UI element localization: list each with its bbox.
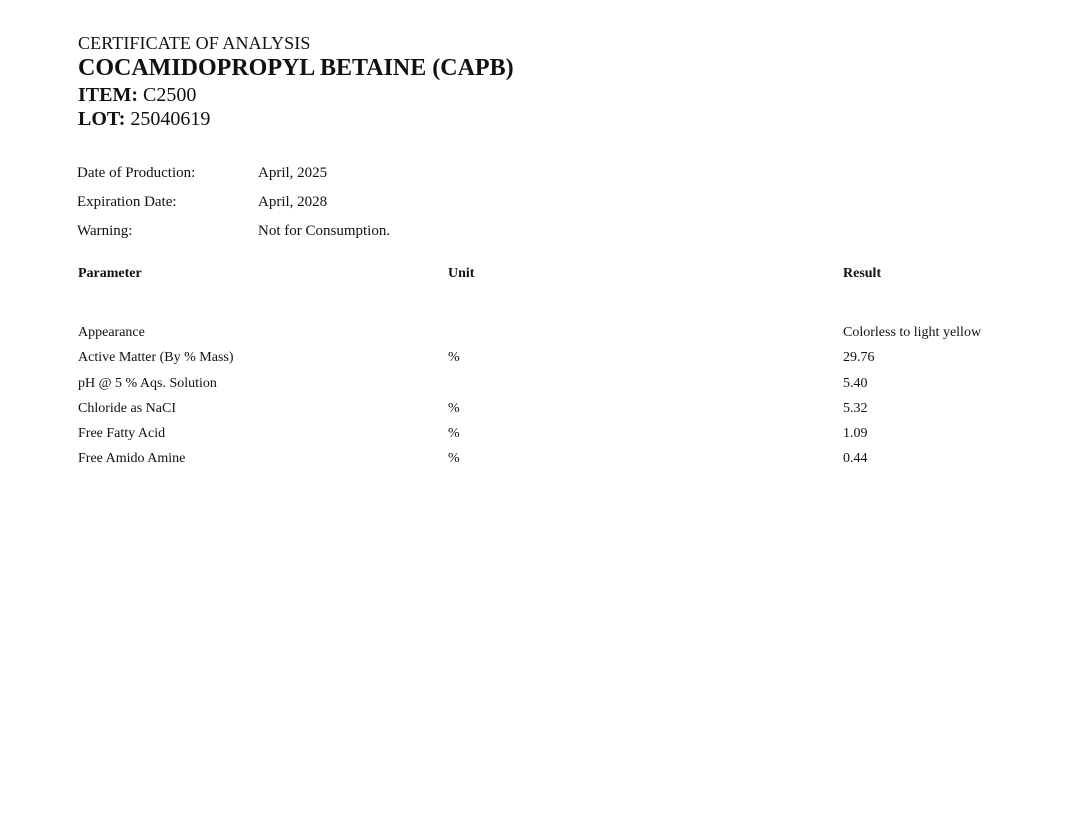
production-date-label: Date of Production: xyxy=(77,165,196,181)
item-line xyxy=(78,84,196,107)
lot-label: LOT: xyxy=(78,108,126,130)
parameter-cell: Chloride as NaCI xyxy=(78,401,176,416)
unit-cell: % xyxy=(448,401,460,416)
parameter-cell: pH @ 5 % Aqs. Solution xyxy=(78,376,217,391)
parameter-cell: Active Matter (By % Mass) xyxy=(78,350,234,365)
result-cell: 5.40 xyxy=(843,376,868,391)
lot-value: 25040619 xyxy=(130,108,211,130)
parameter-cell: Free Fatty Acid xyxy=(78,426,166,441)
unit-cell: % xyxy=(448,350,460,365)
lot-line xyxy=(78,108,210,131)
parameter-column-header: Parameter xyxy=(78,266,142,281)
document-type-heading: CERTIFICATE OF ANALYSIS xyxy=(78,33,311,53)
result-cell: 29.76 xyxy=(843,350,875,365)
warning-label: Warning: xyxy=(77,223,133,239)
product-name-heading: COCAMIDOPROPYL BETAINE (CAPB) xyxy=(78,55,514,81)
parameter-cell: Appearance xyxy=(78,325,145,340)
result-cell: Colorless to light yellow xyxy=(843,325,982,340)
result-cell: 0.44 xyxy=(843,451,868,466)
warning-value: Not for Consumption. xyxy=(258,223,391,239)
result-column-header: Result xyxy=(843,266,882,281)
unit-column-header: Unit xyxy=(448,266,475,281)
expiration-date-value: April, 2028 xyxy=(258,194,328,210)
item-label: ITEM: xyxy=(78,84,138,106)
result-cell: 1.09 xyxy=(843,426,868,441)
unit-cell: % xyxy=(448,426,460,441)
production-date-value: April, 2025 xyxy=(258,165,328,181)
unit-cell: % xyxy=(448,451,460,466)
item-value: C2500 xyxy=(143,84,197,106)
result-cell: 5.32 xyxy=(843,401,868,416)
parameter-cell: Free Amido Amine xyxy=(78,451,186,466)
expiration-date-label: Expiration Date: xyxy=(77,194,177,210)
